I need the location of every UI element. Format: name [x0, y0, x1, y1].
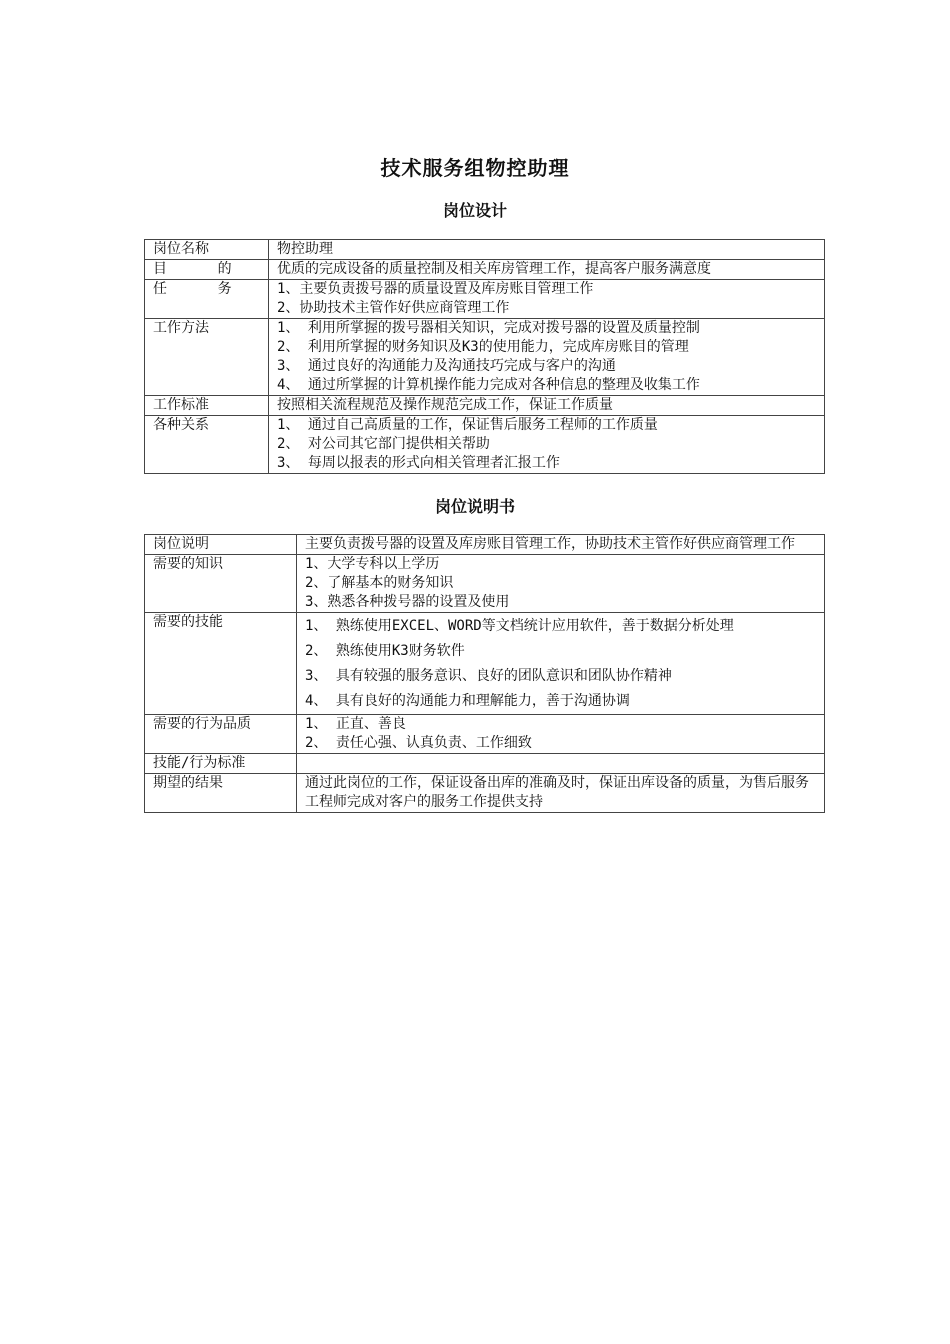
label-purpose: 目 的: [153, 261, 232, 277]
label-tasks: 任 务: [153, 281, 232, 297]
table-row: [145, 715, 825, 754]
value-line: 2、 责任心强、认真负责、工作细致: [305, 735, 532, 751]
table-row: [145, 613, 825, 715]
row-value: [297, 535, 825, 555]
value-text: 通过此岗位的工作，保证设备出库的准确及时，保证出库设备的质量，为售后服务工程师完成对客户的服务工作提供支持: [305, 775, 809, 810]
row-value: [269, 260, 825, 280]
table-row: [145, 774, 825, 813]
row-label: [145, 280, 269, 319]
value-line: 1、 熟练使用EXCEL、WORD等文档统计应用软件，善于数据分析处理: [305, 618, 734, 634]
row-value: [269, 396, 825, 416]
job-description-table: [144, 534, 825, 813]
value-line: 1、 正直、善良: [305, 716, 406, 732]
value-line: 4、 通过所掌握的计算机操作能力完成对各种信息的整理及收集工作: [277, 377, 700, 393]
value-line: 3、熟悉各种拨号器的设置及使用: [305, 594, 510, 610]
document-title: 技术服务组物控助理: [380, 156, 570, 180]
row-label: [145, 774, 297, 813]
job-design-table: [144, 239, 825, 474]
label-behavior: 需要的行为品质: [153, 716, 251, 732]
value-line: 1、 通过自己高质量的工作，保证售后服务工程师的工作质量: [277, 417, 658, 433]
row-label: [145, 555, 297, 613]
row-label: [145, 396, 269, 416]
value-line: 4、 具有良好的沟通能力和理解能力，善于沟通协调: [305, 693, 630, 709]
table-row: [145, 535, 825, 555]
value-line: 3、 每周以报表的形式向相关管理者汇报工作: [277, 455, 560, 471]
row-label: [145, 535, 297, 555]
value-line: 1、 利用所掌握的拨号器相关知识，完成对拨号器的设置及质量控制: [277, 320, 700, 336]
row-value: [297, 774, 825, 813]
row-value: [269, 240, 825, 260]
row-label: [145, 319, 269, 396]
row-value: [297, 715, 825, 754]
value-line: 2、了解基本的财务知识: [305, 575, 454, 591]
label-skills: 需要的技能: [153, 614, 223, 630]
label-relations: 各种关系: [153, 417, 209, 433]
value-line: 按照相关流程规范及操作规范完成工作，保证工作质量: [277, 397, 613, 413]
row-value: [297, 754, 825, 774]
label-work-standard: 工作标准: [153, 397, 209, 413]
row-label: [145, 754, 297, 774]
row-value: [269, 416, 825, 474]
row-label: [145, 715, 297, 754]
label-work-method: 工作方法: [153, 320, 209, 336]
table-row: [145, 754, 825, 774]
value-line: 3、 通过良好的沟通能力及沟通技巧完成与客户的沟通: [277, 358, 616, 374]
value-line: 1、大学专科以上学历: [305, 556, 440, 572]
row-label: [145, 613, 297, 715]
row-value: [297, 555, 825, 613]
row-value: [297, 613, 825, 715]
value-line: 2、协助技术主管作好供应商管理工作: [277, 300, 510, 316]
value-line: 2、 对公司其它部门提供相关帮助: [277, 436, 490, 452]
table-row: [145, 240, 825, 260]
value-line: 2、 利用所掌握的财务知识及K3的使用能力，完成库房账目的管理: [277, 339, 689, 355]
job-description-heading: 岗位说明书: [434, 497, 515, 516]
row-value: [269, 280, 825, 319]
label-skill-standard: 技能/行为标准: [153, 755, 246, 771]
table-row: [145, 280, 825, 319]
job-design-heading: 岗位设计: [442, 201, 507, 220]
row-label: [145, 416, 269, 474]
value-text: 主要负责拨号器的设置及库房账目管理工作，协助技术主管作好供应商管理工作: [305, 536, 795, 552]
label-expected-result: 期望的结果: [153, 775, 223, 791]
table-row: [145, 555, 825, 613]
value-line: 优质的完成设备的质量控制及相关库房管理工作，提高客户服务满意度: [277, 261, 711, 277]
label-position-name: 岗位名称: [153, 241, 209, 257]
table-row: [145, 319, 825, 396]
value-line: 物控助理: [277, 241, 333, 257]
label-knowledge: 需要的知识: [153, 556, 223, 572]
value-line: 1、主要负责拨号器的质量设置及库房账目管理工作: [277, 281, 594, 297]
label-description: 岗位说明: [153, 536, 209, 552]
row-value: [269, 319, 825, 396]
value-line: 2、 熟练使用K3财务软件: [305, 643, 465, 659]
table-row: [145, 416, 825, 474]
value-line: 3、 具有较强的服务意识、良好的团队意识和团队协作精神: [305, 668, 672, 684]
table-row: [145, 260, 825, 280]
row-label: [145, 260, 269, 280]
row-label: [145, 240, 269, 260]
table-row: [145, 396, 825, 416]
